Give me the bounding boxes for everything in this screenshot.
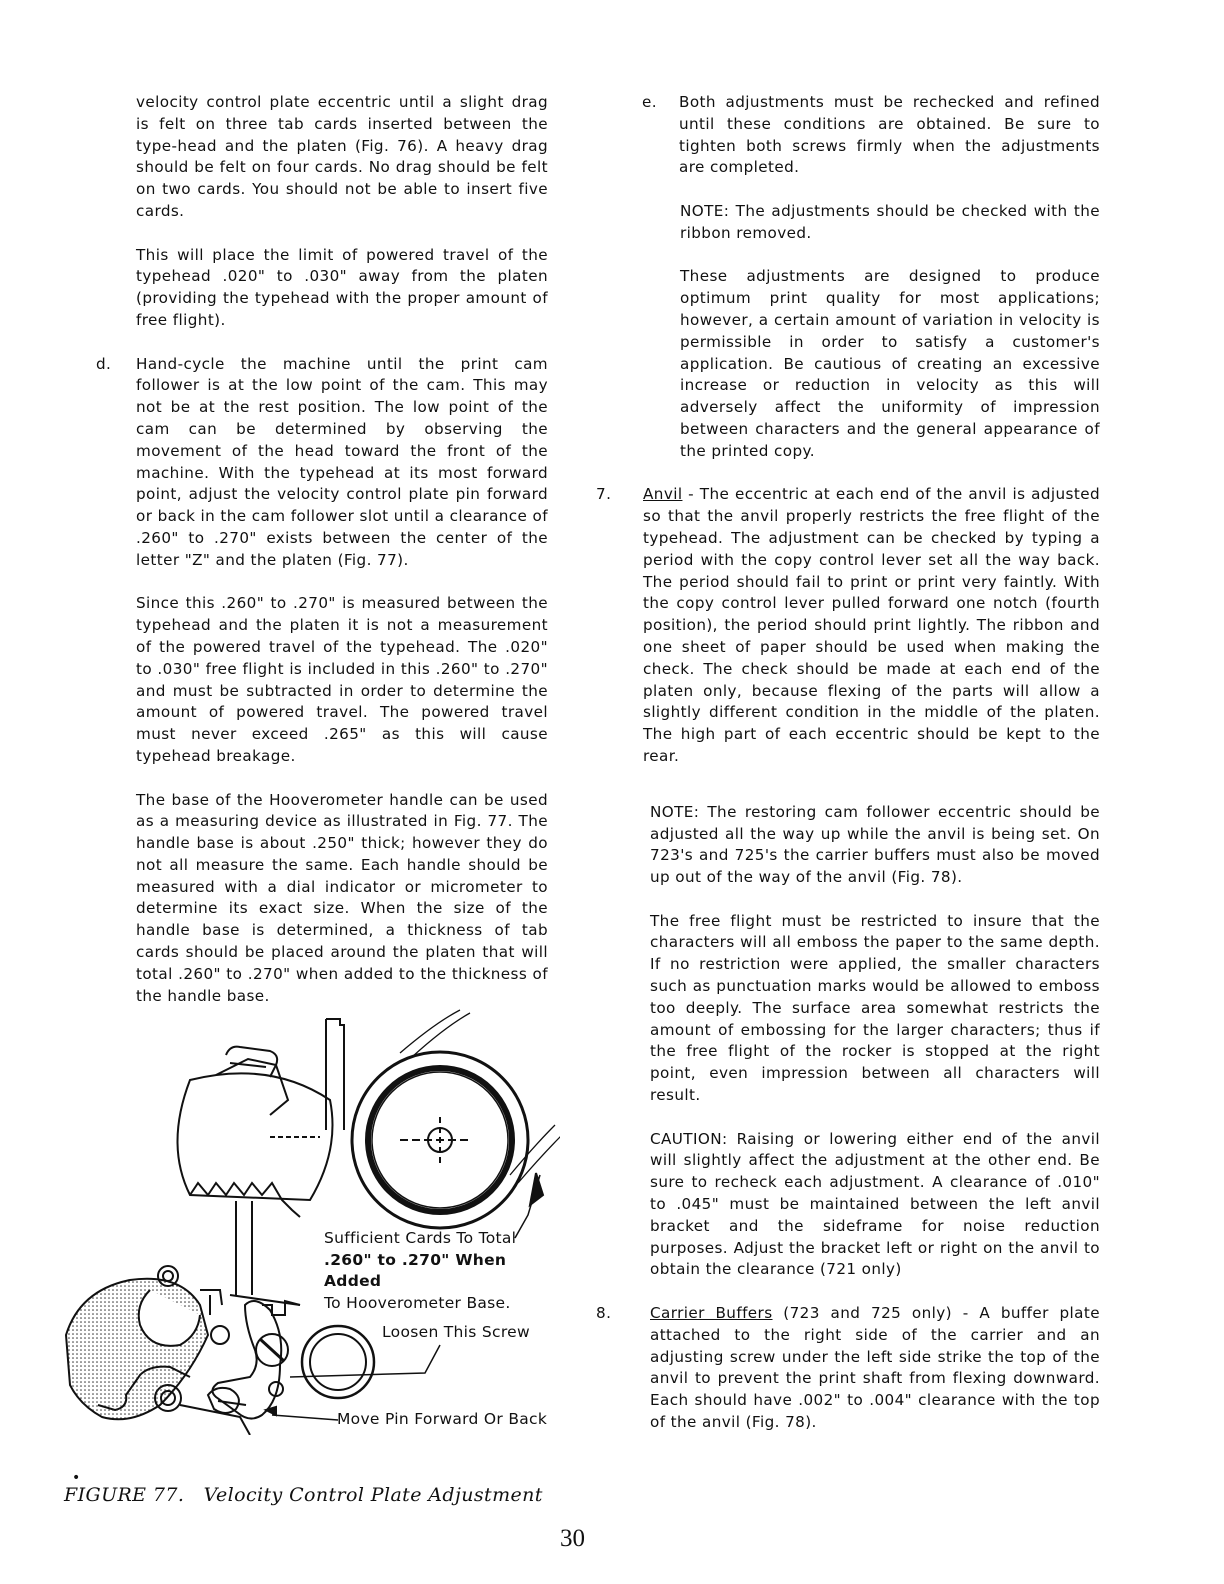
step-d xyxy=(96,354,548,572)
note-restoring-cam: NOTE: The restoring cam follower eccentric should be adjusted all the way up while the anvil is being set. On 723's and 725's the carrier buffers must also be moved up out of the way of the anvil (Fig. 78). xyxy=(650,802,1100,887)
step-e xyxy=(596,92,1100,179)
note-ribbon: NOTE: The adjustments should be checked with the ribbon removed. xyxy=(680,201,1100,242)
step-d-marker: d. xyxy=(96,354,112,373)
figure-77 xyxy=(40,1005,560,1435)
paragraph-free-flight: The free flight must be restricted to insure that the characters will all emboss the paper to the same depth. If no restriction were applied, the smaller characters such as punctuation marks would be allowed to emboss too deeply. The surface area somewhat restricts the amount of embossing for the larger characters; thus if the free flight of the rocker is stopped at the right point, even impression between all characters will result. xyxy=(650,911,1100,1105)
print-cam xyxy=(66,1279,208,1420)
right-column xyxy=(596,92,1100,1456)
label-loosen-screw: Loosen This Screw xyxy=(382,1323,530,1341)
step-7-marker: 7. xyxy=(596,485,612,504)
paragraph-since: Since this .260" to .270" is measured between the typehead and the platen it is not a measurement of the powered travel of the typehead. The .020" to .030" free flight is included in this .260" to .270" and must be subtracted in order to determine the amount of powered travel. The powered travel must never exceed .265" as this will cause typehead breakage. xyxy=(136,594,548,765)
step-8-text: (723 and 725 only) - A buffer plate attached to the right side of the carrier and an adjusting screw under the left side strike the top of the anvil to prevent the print shaft from flexing downward. Each should have .002" to .004" clearance with the top of the anvil (Fig. 78). xyxy=(650,1304,1100,1432)
step-e-text: Both adjustments must be rechecked and refined until these conditions are obtained. Be sure to tighten both screws firmly when the adjustments are completed. xyxy=(679,93,1100,177)
step-e-marker: e. xyxy=(642,93,657,111)
paragraph-powered-travel-limit: This will place the limit of powered travel of the typehead .020" to .030" away from the platen (providing the typehead with the proper amount of free flight). xyxy=(136,245,548,329)
figure-caption: FIGURE 77. Velocity Control Plate Adjustment xyxy=(64,1484,543,1506)
left-column xyxy=(96,92,548,1029)
figure-77-drawing xyxy=(40,1005,560,1435)
label-sufficient-cards: Sufficient Cards To Total .260" to .270" When Added To Hooverometer Base. xyxy=(324,1229,517,1312)
cam-follower-roller xyxy=(302,1326,374,1398)
paragraph-designed: These adjustments are designed to produce optimum print quality for most applications; however, a certain amount of variation in velocity is permissible in order to satisfy a customer's application. Be cautious of creating an excessive increase or reduction in velocity as this will adversely affect the uniformity of impression between characters and the general appearance of the printed copy. xyxy=(680,267,1100,460)
typehead xyxy=(178,1073,333,1200)
paragraph-velocity-continued: velocity control plate eccentric until a slight drag is felt on three tab cards inserted between the type-head and the platen (Fig. 76). A heavy drag should be felt on four cards. No drag should be felt on two cards. You should not be able to insert five cards. xyxy=(136,93,548,220)
step-8-marker: 8. xyxy=(596,1304,612,1323)
step-8 xyxy=(596,1303,1100,1434)
frame-post xyxy=(326,1019,344,1130)
step-8-title: Carrier Buffers xyxy=(650,1304,773,1323)
stray-mark: • xyxy=(72,1470,81,1486)
step-7-text: - The eccentric at each end of the anvil is adjusted so that the anvil properly restricts the free flight of the typehead. The adjustment can be checked by typing a period with the copy control lever set all the way back. The period should fail to print or print very faintly. With the copy control lever pulled forward one notch (fourth position), the period should print lightly. The ribbon and one sheet of paper should be used when making the check. The check should be made at each end of the platen only, because flexing of the parts will allow a slightly different condition in the middle of the platen. The high part of each eccentric should be kept to the rear. xyxy=(643,485,1100,765)
page-number: 30 xyxy=(560,1525,585,1552)
step-d-text: Hand-cycle the machine until the print cam follower is at the low point of the cam. This may not be at the rest position. The low point of the cam can be determined by observing the movement of the head toward the front of the machine. With the typehead at its most forward point, adjust the velocity control plate pin forward or back in the cam follower slot until a clearance of .260" to .270" exists between the center of the letter "Z" and the platen (Fig. 77). xyxy=(136,354,548,569)
hooverometer-handle xyxy=(226,1047,277,1077)
leader-pin xyxy=(272,1415,338,1420)
rocker-shaft xyxy=(230,1201,300,1305)
step-7 xyxy=(596,484,1100,767)
step-7-title: Anvil xyxy=(643,485,683,504)
label-move-pin: Move Pin Forward Or Back xyxy=(337,1410,548,1428)
caution-anvil: CAUTION: Raising or lowering either end of the anvil will slightly affect the adjustment at the other end. Be sure to recheck each adjustment. A clearance of .010" to .045" must be maintained between the left anvil bracket and the sideframe for noise reduction purposes. Adjust the bracket left or right on the anvil to obtain the clearance (721 only) xyxy=(650,1129,1100,1279)
paragraph-hooverometer-base: The base of the Hooverometer handle can be used as a measuring device as illustrated in Fig. 77. The handle base is about .250" thick; however they do not all measure the same. Each handle should be measured with a dial indicator or micrometer to determine its exact size. When the size of the handle base is determined, a thickness of tab cards should be placed around the platen that will total .260" to .270" when added to the thickness of the handle base. xyxy=(136,790,548,1005)
